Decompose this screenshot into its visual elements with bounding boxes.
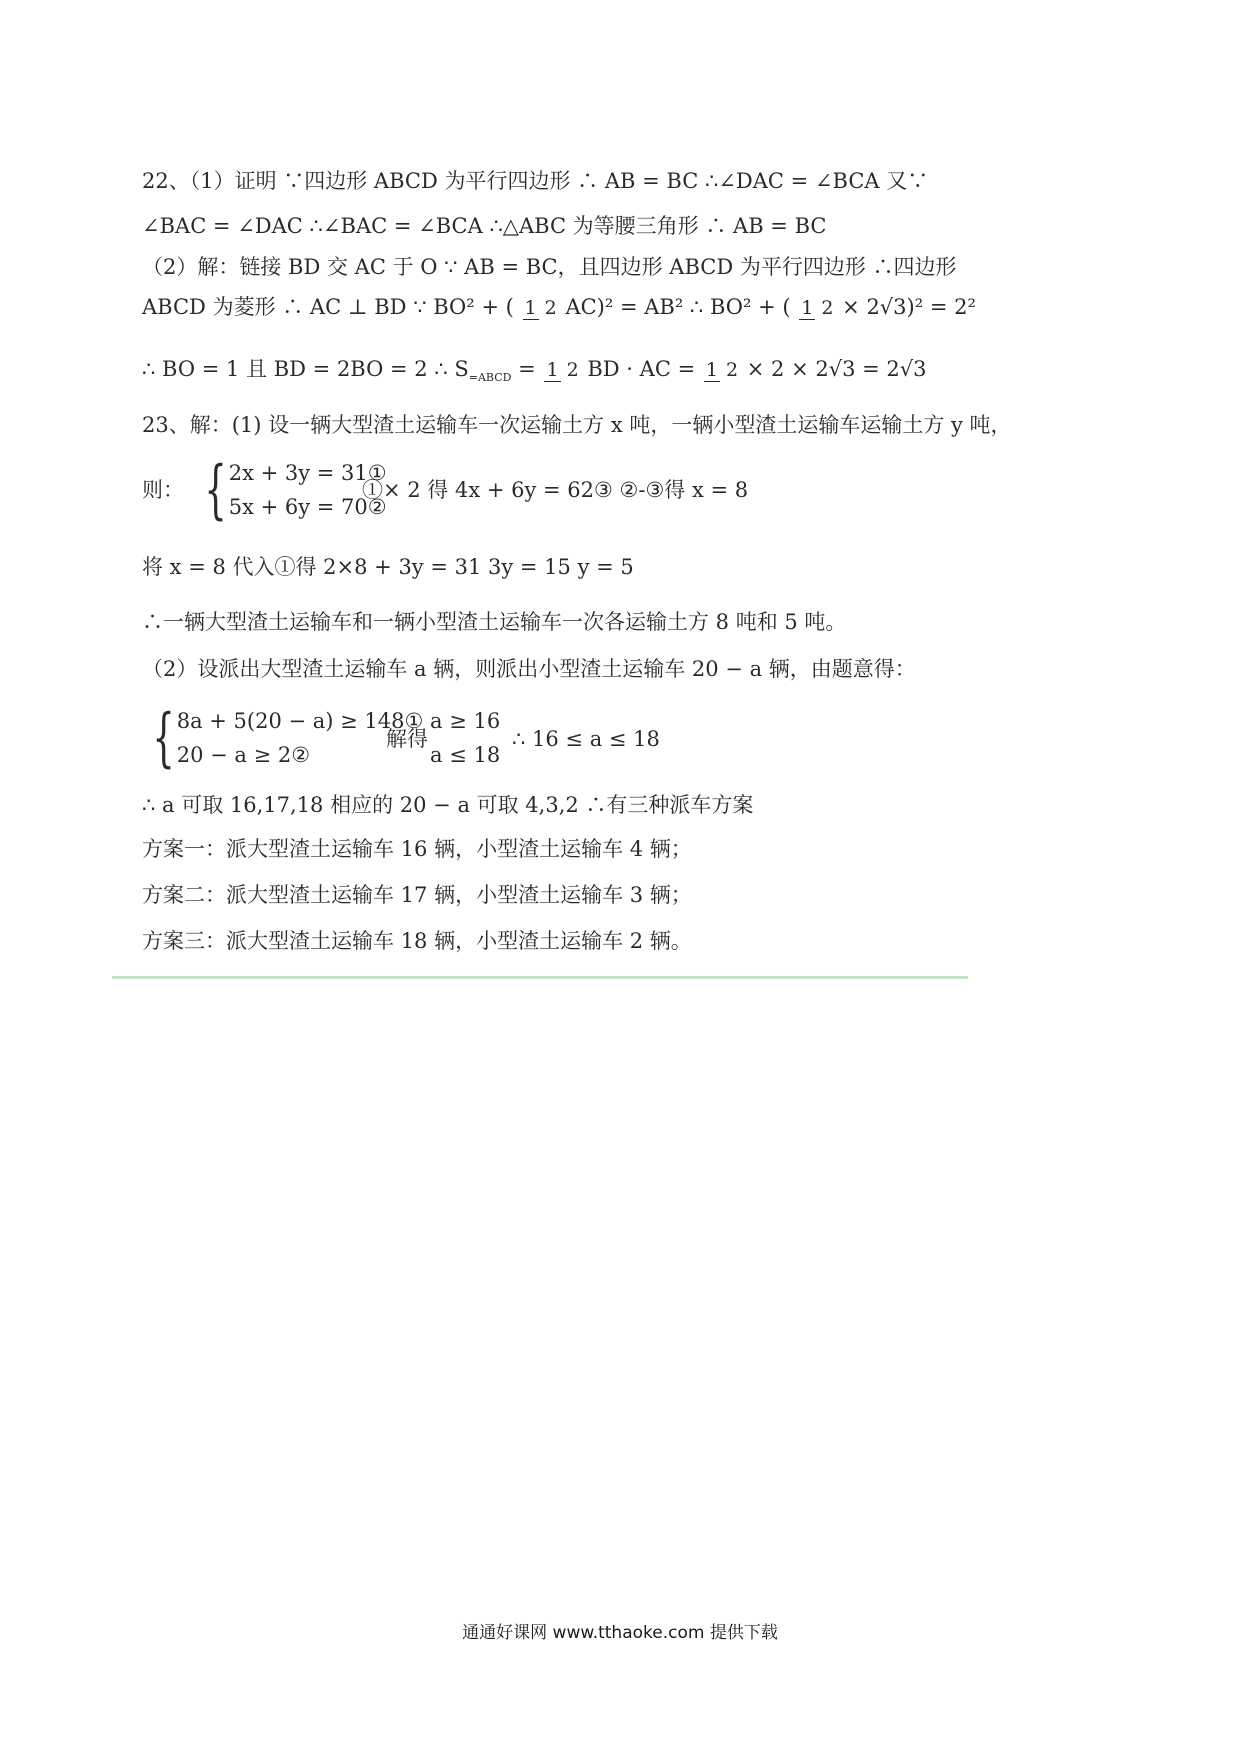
page-footer: 通通好课网 www.tthaoke.com 提供下载 [462, 1623, 778, 1643]
q23-line-5: （2）设派出大型渣土运输车 a 辆，则派出小型渣土运输车 20 − a 辆，由题意得： [142, 657, 916, 681]
fraction-half: 1 2 [801, 296, 834, 319]
q22-line-4 [142, 292, 976, 322]
q22-line-5-part-a: ∴ BO = 1 且 BD = 2BO = 2 ∴ S [142, 357, 469, 381]
area-subscript: =ABCD [468, 371, 512, 385]
equation-1: 2x + 3y = 31① [228, 461, 387, 485]
q23-line-1: 23、解：(1) 设一辆大型渣土运输车一次运输土方 x 吨，一辆小型渣土运输车运输土方 y 吨， [142, 413, 1012, 437]
q22-line-4-part-b: AC)² = AB² ∴ BO² + ( [565, 295, 791, 319]
plan-1: 方案一：派大型渣土运输车 16 辆，小型渣土运输车 4 辆； [142, 837, 692, 861]
q22-line-1: 22、（1）证明 ∵四边形 ABCD 为平行四边形 ∴ AB = BC ∴∠DAC = ∠BCA 又∵ [142, 169, 929, 193]
q22-line-5-part-d: × 2 × 2√3 = 2√3 [746, 357, 927, 381]
q22-line-4-part-a: ABCD 为菱形 ∴ AC ⊥ BD ∵ BO² + ( [142, 295, 514, 319]
solution-range: ∴ 16 ≤ a ≤ 18 [512, 727, 660, 751]
q22-line-5-part-b: = [518, 357, 536, 381]
solution-2: a ≤ 18 [430, 743, 501, 767]
left-brace: { [204, 453, 227, 527]
q22-line-5 [142, 354, 927, 393]
plan-3: 方案三：派大型渣土运输车 18 辆，小型渣土运输车 2 辆。 [142, 929, 692, 953]
fraction-half: 1 2 [546, 358, 579, 381]
inequality-1: 8a + 5(20 − a) ≥ 148① [176, 709, 424, 733]
solution-stack [430, 704, 500, 772]
q23-line-4: ∴一辆大型渣土运输车和一辆小型渣土运输车一次各运输土方 8 吨和 5 吨。 [142, 610, 847, 634]
q22-line-3: （2）解：链接 BD 交 AC 于 O ∵ AB = BC，且四边形 ABCD 为平行四边形 ∴四边形 [142, 255, 957, 279]
q23-elimination-step: ①× 2 得 4x + 6y = 62③ ②-③得 x = 8 [362, 478, 749, 502]
q23-line-3: 将 x = 8 代入①得 2×8 + 3y = 31 3y = 15 y = 5 [142, 555, 634, 579]
q22-line-4-part-c: × 2√3)² = 2² [842, 295, 976, 319]
inequality-system [134, 701, 424, 775]
q22-line-2: ∠BAC = ∠DAC ∴∠BAC = ∠BCA ∴△ABC 为等腰三角形 ∴ AB = BC [142, 214, 827, 238]
solve-label: 解得 [386, 727, 428, 751]
section-divider [112, 976, 968, 979]
solution-1: a ≥ 16 [430, 709, 501, 733]
plan-2: 方案二：派大型渣土运输车 17 辆，小型渣土运输车 3 辆； [142, 883, 692, 907]
q23-then-label: 则： [142, 478, 184, 502]
equation-system-1 [186, 453, 387, 527]
equation-2: 5x + 6y = 70② [228, 495, 387, 519]
fraction-half: 1 2 [705, 358, 739, 381]
q23-line-7: ∴ a 可取 16,17,18 相应的 20 − a 可取 4,3,2 ∴有三种派车方案 [142, 793, 754, 817]
left-brace: { [152, 701, 175, 775]
inequality-2: 20 − a ≥ 2② [176, 743, 311, 767]
fraction-half: 1 2 [524, 296, 557, 319]
q22-line-5-part-c: BD · AC = [587, 357, 696, 381]
